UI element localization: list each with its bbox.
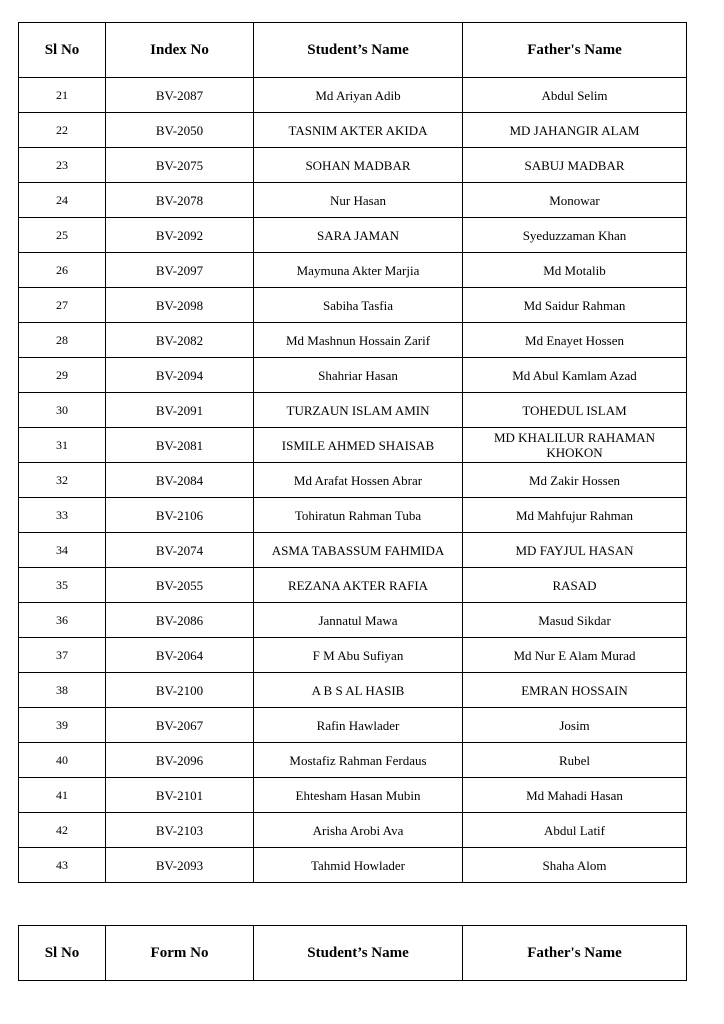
cell-index-no: BV-2074 xyxy=(106,533,254,568)
table-row xyxy=(19,253,687,288)
cell-sl-no: 26 xyxy=(19,253,106,288)
table-row xyxy=(19,148,687,183)
cell-index-no: BV-2103 xyxy=(106,813,254,848)
cell-sl-no: 39 xyxy=(19,708,106,743)
table-row xyxy=(19,393,687,428)
cell-father-name: Rubel xyxy=(463,743,687,778)
header-father-name: Father's Name xyxy=(463,926,687,981)
cell-index-no: BV-2091 xyxy=(106,393,254,428)
table-header-row xyxy=(19,926,687,981)
cell-sl-no: 40 xyxy=(19,743,106,778)
cell-sl-no: 37 xyxy=(19,638,106,673)
cell-father-name: Josim xyxy=(463,708,687,743)
cell-sl-no: 42 xyxy=(19,813,106,848)
table-row xyxy=(19,358,687,393)
cell-sl-no: 27 xyxy=(19,288,106,323)
cell-student-name: Rafin Hawlader xyxy=(254,708,463,743)
cell-father-name: Md Abul Kamlam Azad xyxy=(463,358,687,393)
cell-father-name: Shaha Alom xyxy=(463,848,687,883)
header-father-name: Father's Name xyxy=(463,23,687,78)
cell-sl-no: 33 xyxy=(19,498,106,533)
cell-student-name: TASNIM AKTER AKIDA xyxy=(254,113,463,148)
cell-index-no: BV-2101 xyxy=(106,778,254,813)
cell-father-name: Md Enayet Hossen xyxy=(463,323,687,358)
cell-student-name: A B S AL HASIB xyxy=(254,673,463,708)
cell-student-name: Maymuna Akter Marjia xyxy=(254,253,463,288)
table-row xyxy=(19,428,687,463)
header-student-name: Student’s Name xyxy=(254,23,463,78)
cell-student-name: Md Mashnun Hossain Zarif xyxy=(254,323,463,358)
cell-father-name: EMRAN HOSSAIN xyxy=(463,673,687,708)
cell-student-name: SARA JAMAN xyxy=(254,218,463,253)
cell-student-name: Ehtesham Hasan Mubin xyxy=(254,778,463,813)
cell-sl-no: 38 xyxy=(19,673,106,708)
cell-index-no: BV-2097 xyxy=(106,253,254,288)
form-list-table xyxy=(18,925,687,981)
cell-father-name: MD FAYJUL HASAN xyxy=(463,533,687,568)
cell-student-name: Tahmid Howlader xyxy=(254,848,463,883)
cell-student-name: Tohiratun Rahman Tuba xyxy=(254,498,463,533)
table-row xyxy=(19,78,687,113)
table-row xyxy=(19,323,687,358)
cell-father-name: Md Saidur Rahman xyxy=(463,288,687,323)
cell-index-no: BV-2055 xyxy=(106,568,254,603)
cell-student-name: Mostafiz Rahman Ferdaus xyxy=(254,743,463,778)
header-form-no: Form No xyxy=(106,926,254,981)
table-row xyxy=(19,498,687,533)
student-list-table xyxy=(18,22,687,883)
cell-student-name: TURZAUN ISLAM AMIN xyxy=(254,393,463,428)
cell-father-name: Abdul Selim xyxy=(463,78,687,113)
table-row xyxy=(19,463,687,498)
cell-sl-no: 32 xyxy=(19,463,106,498)
table-row xyxy=(19,218,687,253)
cell-father-name: TOHEDUL ISLAM xyxy=(463,393,687,428)
cell-index-no: BV-2087 xyxy=(106,78,254,113)
table-row xyxy=(19,778,687,813)
cell-sl-no: 21 xyxy=(19,78,106,113)
cell-sl-no: 22 xyxy=(19,113,106,148)
header-index-no: Index No xyxy=(106,23,254,78)
cell-index-no: BV-2067 xyxy=(106,708,254,743)
cell-index-no: BV-2106 xyxy=(106,498,254,533)
table-row xyxy=(19,113,687,148)
cell-sl-no: 36 xyxy=(19,603,106,638)
cell-sl-no: 24 xyxy=(19,183,106,218)
cell-father-name: Md Mahadi Hasan xyxy=(463,778,687,813)
cell-father-name: Abdul Latif xyxy=(463,813,687,848)
header-sl-no: Sl No xyxy=(19,23,106,78)
cell-sl-no: 35 xyxy=(19,568,106,603)
cell-father-name: Syeduzzaman Khan xyxy=(463,218,687,253)
cell-index-no: BV-2081 xyxy=(106,428,254,463)
cell-index-no: BV-2064 xyxy=(106,638,254,673)
table-row xyxy=(19,848,687,883)
cell-father-name: Monowar xyxy=(463,183,687,218)
cell-student-name: Jannatul Mawa xyxy=(254,603,463,638)
table-row xyxy=(19,288,687,323)
cell-index-no: BV-2098 xyxy=(106,288,254,323)
cell-student-name: ASMA TABASSUM FAHMIDA xyxy=(254,533,463,568)
table-row xyxy=(19,533,687,568)
cell-index-no: BV-2096 xyxy=(106,743,254,778)
cell-father-name: Md Mahfujur Rahman xyxy=(463,498,687,533)
table-header-row xyxy=(19,23,687,78)
table-row xyxy=(19,813,687,848)
cell-father-name: Md Motalib xyxy=(463,253,687,288)
cell-index-no: BV-2084 xyxy=(106,463,254,498)
cell-father-name: MD KHALILUR RAHAMAN KHOKON xyxy=(463,428,687,463)
table-row xyxy=(19,673,687,708)
table-row xyxy=(19,743,687,778)
table-row xyxy=(19,708,687,743)
cell-student-name: ISMILE AHMED SHAISAB xyxy=(254,428,463,463)
cell-sl-no: 31 xyxy=(19,428,106,463)
cell-index-no: BV-2075 xyxy=(106,148,254,183)
cell-sl-no: 25 xyxy=(19,218,106,253)
header-sl-no: Sl No xyxy=(19,926,106,981)
cell-student-name: REZANA AKTER RAFIA xyxy=(254,568,463,603)
cell-father-name: MD JAHANGIR ALAM xyxy=(463,113,687,148)
cell-student-name: Sabiha Tasfia xyxy=(254,288,463,323)
cell-father-name: Masud Sikdar xyxy=(463,603,687,638)
cell-index-no: BV-2092 xyxy=(106,218,254,253)
cell-father-name: Md Nur E Alam Murad xyxy=(463,638,687,673)
cell-sl-no: 30 xyxy=(19,393,106,428)
cell-index-no: BV-2094 xyxy=(106,358,254,393)
table-row xyxy=(19,183,687,218)
cell-index-no: BV-2050 xyxy=(106,113,254,148)
header-student-name: Student’s Name xyxy=(254,926,463,981)
cell-student-name: SOHAN MADBAR xyxy=(254,148,463,183)
cell-index-no: BV-2086 xyxy=(106,603,254,638)
cell-sl-no: 29 xyxy=(19,358,106,393)
cell-sl-no: 43 xyxy=(19,848,106,883)
table-row xyxy=(19,603,687,638)
cell-index-no: BV-2078 xyxy=(106,183,254,218)
table-body xyxy=(19,78,687,883)
cell-sl-no: 23 xyxy=(19,148,106,183)
cell-student-name: Md Ariyan Adib xyxy=(254,78,463,113)
cell-student-name: Md Arafat Hossen Abrar xyxy=(254,463,463,498)
cell-student-name: Shahriar Hasan xyxy=(254,358,463,393)
cell-sl-no: 28 xyxy=(19,323,106,358)
cell-student-name: Arisha Arobi Ava xyxy=(254,813,463,848)
cell-index-no: BV-2100 xyxy=(106,673,254,708)
cell-father-name: RASAD xyxy=(463,568,687,603)
cell-index-no: BV-2082 xyxy=(106,323,254,358)
cell-sl-no: 41 xyxy=(19,778,106,813)
cell-student-name: F M Abu Sufiyan xyxy=(254,638,463,673)
table-row xyxy=(19,568,687,603)
cell-father-name: Md Zakir Hossen xyxy=(463,463,687,498)
cell-father-name: SABUJ MADBAR xyxy=(463,148,687,183)
table-row xyxy=(19,638,687,673)
cell-sl-no: 34 xyxy=(19,533,106,568)
cell-student-name: Nur Hasan xyxy=(254,183,463,218)
cell-index-no: BV-2093 xyxy=(106,848,254,883)
